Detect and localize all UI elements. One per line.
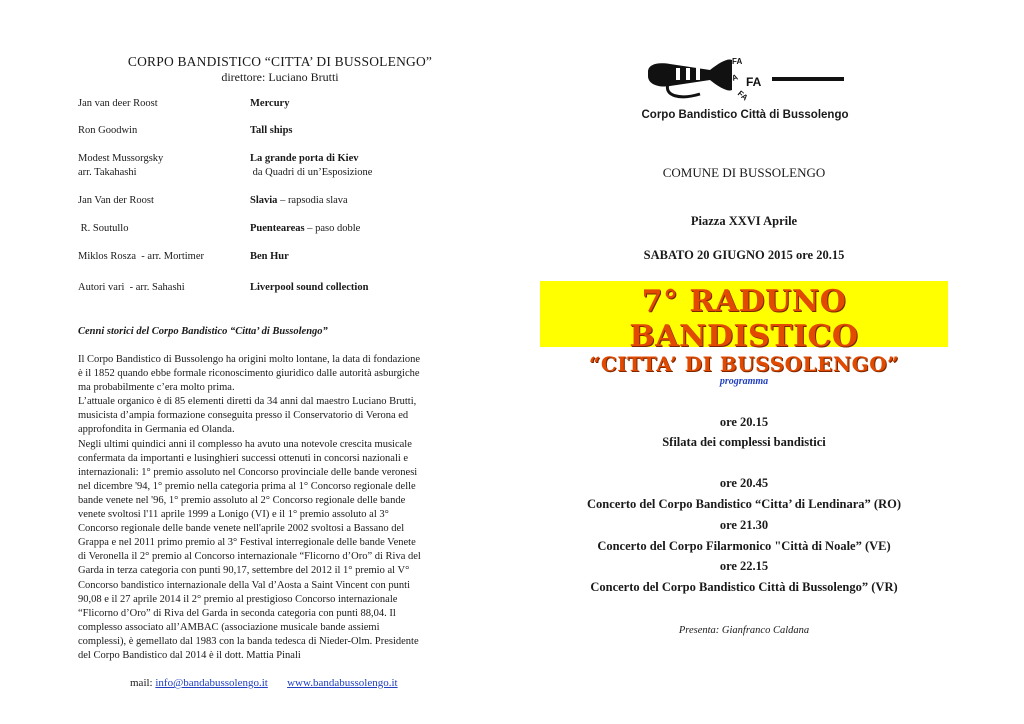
piece-title: Mercury	[250, 98, 290, 109]
event-description: Concerto del Corpo Filarmonico "Città di Noale” (VE)	[597, 539, 891, 553]
event-description: Concerto del Corpo Bandistico Città di Bussolengo” (VR)	[590, 580, 898, 594]
event-banner	[540, 281, 948, 376]
event-time: ore 21.30	[719, 518, 769, 532]
composer: Autori vari - arr. Sahashi	[78, 282, 185, 293]
piece-extra: – paso doble	[304, 223, 361, 234]
history-line: confermata da importanti e lusinghieri successi ottenuti in concorsi nazionali e	[78, 452, 409, 464]
history-line: Concorso regionale delle bande venete nell'aprile 2002 svoltosi a Bassano del	[78, 523, 405, 535]
website-link[interactable]: www.bandabussolengo.it	[287, 677, 398, 689]
arranger: arr. Takahashi	[78, 167, 137, 178]
history-title: Cenni storici del Corpo Bandistico “Citta’ di Bussolengo”	[78, 326, 328, 337]
history-line: Garda in terza categoria con punti 90,17, settembre del 2012 il 1° premio al V°	[78, 565, 410, 577]
event-time: ore 20.45	[719, 476, 769, 490]
piece-extra: – rapsodia slava	[277, 195, 348, 206]
composer: R. Soutullo	[78, 223, 129, 234]
composer: Jan van deer Roost	[78, 98, 158, 109]
history-line: internazionali: 1° premio assoluto nel Concorso provinciale delle bande veronesi	[78, 466, 418, 478]
svg-text:FA: FA	[726, 72, 740, 85]
email-link[interactable]: info@bandabussolengo.it	[155, 677, 268, 689]
history-line: Concorso bandistico internazionale della Val d’Aosta a Saint Vincent con punti	[78, 579, 410, 591]
history-line: complessi), è gemellato dal 1983 con la banda tedesca di Nieder-Olm. Presidente	[78, 635, 419, 647]
municipality: COMUNE DI BUSSOLENGO	[662, 165, 826, 180]
banner-subtitle: “CITTA’ DI BUSSOLENGO”	[588, 352, 900, 376]
composer: Ron Goodwin	[78, 125, 138, 136]
svg-text:FA: FA	[732, 57, 743, 66]
history-line: Negli ultimi quindici anni il complesso ha avuto una notevole crescita musicale	[78, 438, 412, 450]
event-description: Concerto del Corpo Bandistico “Citta’ di Lendinara” (RO)	[587, 497, 901, 511]
piece-title: Tall ships	[250, 125, 293, 136]
history-line: L’attuale organico è di 85 elementi diretti da 34 anni dal maestro Luciano Brutti,	[78, 396, 417, 408]
venue: Piazza XXVI Aprile	[690, 214, 798, 228]
history-line: del Corpo Bandistico dal 2014 è il dott. Mattia Pinali	[78, 649, 301, 661]
event-description: Sfilata dei complessi bandistici	[662, 435, 826, 449]
composer: Miklos Rosza - arr. Mortimer	[78, 251, 204, 262]
trumpet-icon	[640, 50, 850, 110]
svg-text:FA: FA	[746, 75, 762, 89]
piece-title: Puenteareas	[250, 223, 305, 234]
history-line: ma probabilmente c’era molto prima.	[78, 382, 235, 394]
history-line: di Veronella il 2° premio al Concorso internazionale “Flicorno d’Oro” di Riva del	[78, 551, 421, 563]
history-line: venete svoltosi l'11 aprile 1999 a Lonigo (VI) e il 1° premio assoluto al 3°	[78, 509, 389, 521]
banner-title: 7° RADUNO BANDISTICO	[629, 284, 859, 354]
piece-subtitle: da Quadri di un’Esposizione	[250, 167, 373, 178]
history-line: complesso associato all’AMBAC (associazione musicale bande assiemi	[78, 621, 380, 633]
history-line: Grappa e nel 2011 primo premio al 3° Festival interregionale delle bande Venete	[78, 537, 416, 549]
director-line: direttore: Luciano Brutti	[221, 70, 339, 84]
history-line: nel dicembre '94, 1° premio nella categoria prima al 1° Concorso regionale delle	[78, 480, 416, 492]
piece-title: Ben Hur	[250, 251, 289, 262]
piece-title: Liverpool sound collection	[250, 282, 369, 293]
mail-label: mail:	[130, 677, 156, 689]
history-line: 90,08 e il 27 aprile 2014 il 2° premio al prestigioso Concorso internazionale	[78, 593, 398, 605]
history-text	[78, 353, 482, 663]
contact-line	[130, 677, 398, 689]
event-date: SABATO 20 GIUGNO 2015 ore 20.15	[643, 248, 845, 262]
piece-title: Slavia	[250, 195, 278, 206]
presenter: Presenta: Gianfranco Caldana	[678, 625, 810, 636]
composer: Modest Mussorgsky	[78, 153, 164, 164]
composer: Jan Van der Roost	[78, 195, 154, 206]
event-time: ore 22.15	[719, 559, 769, 573]
history-line: è il 1852 quando ebbe formale riconoscimento giuridico dalle autorità asburgiche	[78, 368, 420, 380]
band-title: CORPO BANDISTICO “CITTA’ DI BUSSOLENGO”	[127, 54, 433, 69]
history-line: bande venete nel '96, 1° premio assoluto al 2° Concorso regionale delle bande	[78, 494, 406, 506]
history-line: “Flicorno d’Oro” di Riva del Garda in seconda categoria con punti 88,04. Il	[78, 607, 396, 619]
piece-title: La grande porta di Kiev	[250, 153, 359, 164]
history-line: approfondita in Germania ed Olanda.	[78, 424, 235, 436]
history-line: Il Corpo Bandistico di Bussolengo ha origini molto lontane, la data di fondazione	[78, 354, 421, 365]
history-line: musicista d’ampia formazione conseguita presso il Conservatorio di Verona ed	[78, 410, 409, 422]
svg-text:FA: FA	[735, 88, 750, 103]
logo-caption: Corpo Bandistico Città di Bussolengo	[641, 109, 849, 121]
event-time: ore 20.15	[719, 415, 769, 429]
program-heading: programma	[719, 376, 769, 387]
